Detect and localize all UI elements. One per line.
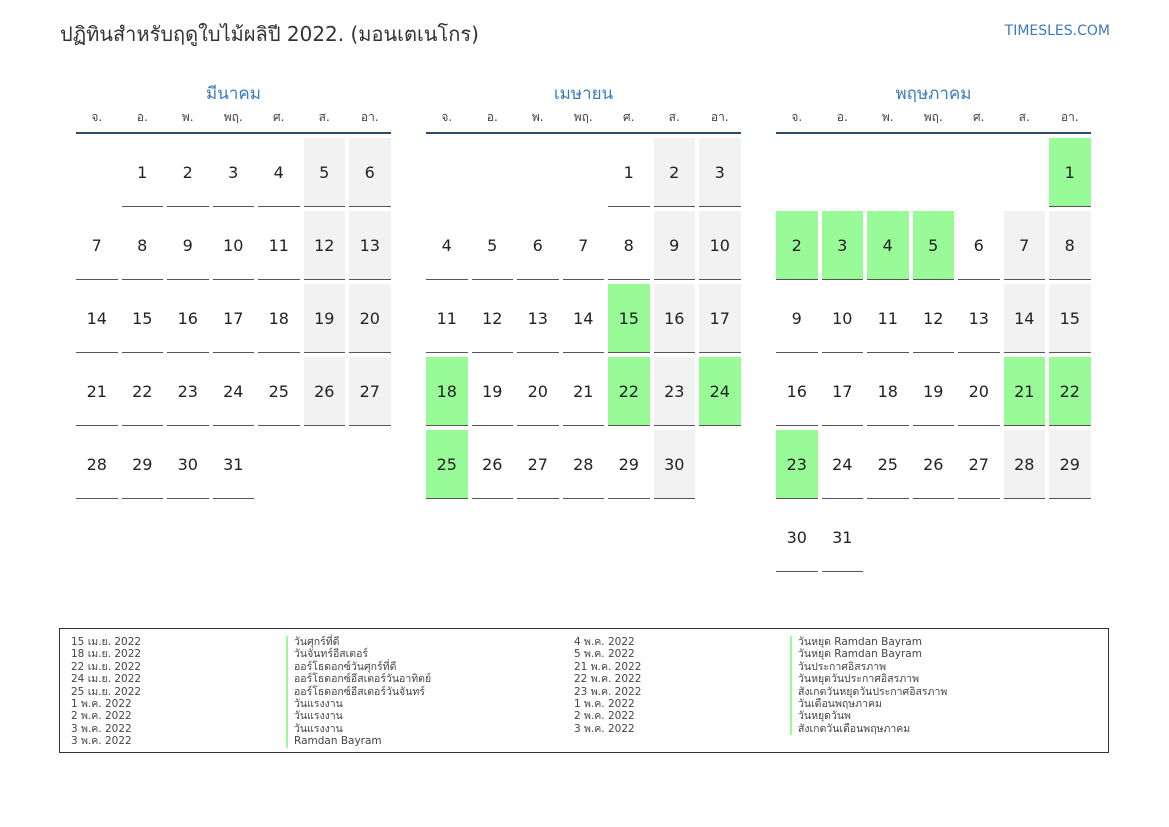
weekday-label: พฤ.	[223, 110, 243, 124]
weekday-label: จ.	[91, 110, 103, 124]
day-cell[interactable]: 26	[913, 430, 955, 499]
weekday-label: พฤ.	[923, 110, 943, 124]
weekday-label: จ.	[791, 110, 803, 124]
legend-holiday-name: วันหยุด Ramdan Bayram	[790, 648, 947, 660]
month-may	[776, 84, 1091, 572]
month-april	[426, 84, 741, 499]
day-cell[interactable]: 31	[822, 503, 864, 572]
legend-holiday-name: วันศุกร์ที่ดี	[286, 636, 431, 648]
empty-cell	[76, 138, 118, 207]
day-cell[interactable]: 19	[472, 357, 514, 426]
day-cell[interactable]: 25	[867, 430, 909, 499]
day-cell[interactable]: 28	[76, 430, 118, 499]
day-cell[interactable]: 26	[304, 357, 346, 426]
legend-holiday-name: วันจันทร์อีสเตอร์	[286, 648, 431, 660]
day-cell[interactable]: 9	[167, 211, 209, 280]
day-cell[interactable]: 8	[1049, 211, 1091, 280]
day-cell[interactable]: 2	[167, 138, 209, 207]
legend-date: 23 พ.ค. 2022	[574, 685, 642, 698]
day-cell[interactable]: 30	[776, 503, 818, 572]
legend-holiday-name: วันแรงงาน	[286, 723, 431, 735]
weekday-label: ส.	[1018, 110, 1030, 124]
day-cell[interactable]: 18	[258, 284, 300, 353]
empty-cell	[822, 138, 864, 207]
day-cell[interactable]: 8	[608, 211, 650, 280]
legend-date: 4 พ.ค. 2022	[574, 636, 635, 648]
day-cell[interactable]: 12	[472, 284, 514, 353]
day-cell[interactable]: 30	[167, 430, 209, 499]
day-cell[interactable]: 24	[213, 357, 255, 426]
site-link[interactable]: TIMESLES.COM	[1004, 23, 1110, 39]
weekday-label: อา.	[1060, 110, 1079, 124]
day-cell[interactable]: 27	[517, 430, 559, 499]
weekday-label: พฤ.	[573, 110, 593, 124]
legend-holiday-name: Ramdan Bayram	[286, 735, 431, 747]
day-grid	[76, 138, 391, 499]
legend-date: 3 พ.ค. 2022	[71, 722, 132, 735]
day-cell[interactable]: 9	[654, 211, 696, 280]
weekday-label: อ.	[836, 110, 848, 124]
day-cell[interactable]: 12	[304, 211, 346, 280]
day-cell[interactable]: 8	[122, 211, 164, 280]
day-cell[interactable]: 15	[122, 284, 164, 353]
day-cell[interactable]: 24	[699, 357, 741, 426]
day-cell[interactable]: 21	[76, 357, 118, 426]
legend-dates-right	[574, 636, 641, 735]
day-cell[interactable]: 9	[776, 284, 818, 353]
legend-holiday-name: สังเกตวันหยุดวันประกาศอิสรภาพ	[790, 686, 947, 698]
legend-date: 18 เม.ย. 2022	[71, 648, 142, 661]
day-cell[interactable]: 4	[867, 211, 909, 280]
day-cell[interactable]: 14	[1004, 284, 1046, 353]
day-cell[interactable]: 30	[654, 430, 696, 499]
day-cell[interactable]: 15	[608, 284, 650, 353]
legend-date: 22 พ.ค. 2022	[574, 673, 642, 686]
day-cell[interactable]: 3	[213, 138, 255, 207]
day-cell[interactable]: 16	[167, 284, 209, 353]
legend-holiday-name: วันหยุดวันพ	[790, 710, 947, 722]
weekday-label: ศ.	[273, 110, 285, 124]
legend-holiday-name: ออร์โธดอกซ์วันศุกร์ที่ดี	[286, 661, 431, 673]
legend-holiday-name: วันแรงงาน	[286, 698, 431, 710]
day-cell[interactable]: 6	[958, 211, 1000, 280]
legend-date: 22 เม.ย. 2022	[71, 660, 142, 673]
day-cell[interactable]: 14	[76, 284, 118, 353]
day-cell[interactable]: 28	[1004, 430, 1046, 499]
weekday-label: ส.	[668, 110, 680, 124]
legend-holiday-name: วันประกาศอิสรภาพ	[790, 661, 947, 673]
day-cell[interactable]: 26	[472, 430, 514, 499]
weekday-label: ศ.	[973, 110, 985, 124]
legend-date: 3 พ.ค. 2022	[574, 722, 635, 735]
legend-names-right	[790, 636, 947, 735]
empty-cell	[958, 138, 1000, 207]
day-cell[interactable]: 13	[958, 284, 1000, 353]
day-cell[interactable]: 7	[1004, 211, 1046, 280]
day-cell[interactable]: 21	[1004, 357, 1046, 426]
weekday-label: อ.	[136, 110, 148, 124]
legend-date: 15 เม.ย. 2022	[71, 636, 142, 648]
weekday-label: พ.	[881, 110, 894, 124]
legend-holiday-name: สังเกตวันเดือนพฤษภาคม	[790, 723, 947, 735]
legend-dates-left	[71, 636, 141, 748]
day-cell[interactable]: 20	[349, 284, 391, 353]
day-grid	[426, 138, 741, 499]
day-cell[interactable]: 2	[776, 211, 818, 280]
legend-holiday-name: ออร์โธดอกซ์อีสเตอร์วันอาทิตย์	[286, 673, 431, 685]
day-cell[interactable]: 29	[1049, 430, 1091, 499]
weekday-label: อา.	[710, 110, 729, 124]
day-cell[interactable]: 11	[258, 211, 300, 280]
day-cell[interactable]: 3	[822, 211, 864, 280]
day-cell[interactable]: 19	[304, 284, 346, 353]
day-cell[interactable]: 2	[654, 138, 696, 207]
day-cell[interactable]: 24	[822, 430, 864, 499]
day-cell[interactable]: 27	[958, 430, 1000, 499]
month-name: มีนาคม	[206, 84, 261, 104]
day-cell[interactable]: 23	[776, 430, 818, 499]
legend-holiday-name: วันหยุดวันประกาศอิสรภาพ	[790, 673, 947, 685]
month-name: เมษายน	[553, 84, 614, 104]
weekday-label: ศ.	[623, 110, 635, 124]
day-cell[interactable]: 1	[1049, 138, 1091, 207]
day-cell[interactable]: 22	[122, 357, 164, 426]
legend-date: 2 พ.ค. 2022	[574, 710, 635, 723]
day-cell[interactable]: 17	[699, 284, 741, 353]
day-cell[interactable]: 16	[776, 357, 818, 426]
legend-date: 25 เม.ย. 2022	[71, 685, 142, 698]
weekday-header	[76, 108, 391, 134]
day-cell[interactable]: 25	[258, 357, 300, 426]
day-cell[interactable]: 21	[563, 357, 605, 426]
weekday-label: อ.	[486, 110, 498, 124]
month-name: พฤษภาคม	[895, 84, 972, 104]
legend-holiday-name: วันแรงงาน	[286, 710, 431, 722]
day-cell[interactable]: 22	[1049, 357, 1091, 426]
day-cell[interactable]: 11	[426, 284, 468, 353]
legend-holiday-name: ออร์โธดอกซ์อีสเตอร์วันจันทร์	[286, 686, 431, 698]
empty-cell	[1004, 138, 1046, 207]
day-cell[interactable]: 29	[608, 430, 650, 499]
day-cell[interactable]: 6	[517, 211, 559, 280]
day-cell[interactable]: 20	[958, 357, 1000, 426]
empty-cell	[472, 138, 514, 207]
day-cell[interactable]: 25	[426, 430, 468, 499]
day-cell[interactable]: 27	[349, 357, 391, 426]
day-cell[interactable]: 10	[699, 211, 741, 280]
day-cell[interactable]: 14	[563, 284, 605, 353]
weekday-header	[776, 108, 1091, 134]
day-cell[interactable]: 11	[867, 284, 909, 353]
empty-cell	[867, 138, 909, 207]
day-cell[interactable]: 1	[608, 138, 650, 207]
day-cell[interactable]: 22	[608, 357, 650, 426]
weekday-label: ส.	[318, 110, 330, 124]
empty-cell	[776, 138, 818, 207]
legend-names-left	[286, 636, 431, 748]
day-cell[interactable]: 5	[472, 211, 514, 280]
legend-date: 2 พ.ค. 2022	[71, 710, 132, 723]
weekday-header	[426, 108, 741, 134]
empty-cell	[563, 138, 605, 207]
day-cell[interactable]: 28	[563, 430, 605, 499]
holiday-legend	[59, 628, 1109, 753]
day-cell[interactable]: 1	[122, 138, 164, 207]
day-cell[interactable]: 18	[867, 357, 909, 426]
weekday-label: พ.	[181, 110, 194, 124]
empty-cell	[517, 138, 559, 207]
page-title: ปฏิทินสำหรับฤดูใบไม้ผลิปี 2022. (มอนเตเนโกร)	[60, 22, 479, 46]
day-cell[interactable]: 29	[122, 430, 164, 499]
day-cell[interactable]: 7	[76, 211, 118, 280]
legend-date: 21 พ.ค. 2022	[574, 660, 642, 673]
day-cell[interactable]: 20	[517, 357, 559, 426]
legend-date: 3 พ.ค. 2022	[71, 735, 132, 748]
day-cell[interactable]: 23	[167, 357, 209, 426]
day-cell[interactable]: 10	[822, 284, 864, 353]
day-cell[interactable]: 10	[213, 211, 255, 280]
legend-date: 5 พ.ค. 2022	[574, 648, 635, 661]
day-cell[interactable]: 5	[304, 138, 346, 207]
day-cell[interactable]: 17	[213, 284, 255, 353]
day-cell[interactable]: 5	[913, 211, 955, 280]
weekday-label: จ.	[441, 110, 453, 124]
day-cell[interactable]: 13	[349, 211, 391, 280]
empty-cell	[913, 138, 955, 207]
day-cell[interactable]: 31	[213, 430, 255, 499]
legend-holiday-name: วันเดือนพฤษภาคม	[790, 698, 947, 710]
day-cell[interactable]: 18	[426, 357, 468, 426]
day-cell[interactable]: 6	[349, 138, 391, 207]
day-cell[interactable]: 12	[913, 284, 955, 353]
day-cell[interactable]: 13	[517, 284, 559, 353]
day-cell[interactable]: 15	[1049, 284, 1091, 353]
weekday-label: อา.	[360, 110, 379, 124]
day-grid	[776, 138, 1091, 572]
day-cell[interactable]: 17	[822, 357, 864, 426]
month-march	[76, 84, 391, 499]
weekday-label: พ.	[531, 110, 544, 124]
day-cell[interactable]: 4	[258, 138, 300, 207]
legend-holiday-name: วันหยุด Ramdan Bayram	[790, 636, 947, 648]
legend-date: 1 พ.ค. 2022	[71, 697, 132, 710]
day-cell[interactable]: 16	[654, 284, 696, 353]
day-cell[interactable]: 23	[654, 357, 696, 426]
day-cell[interactable]: 19	[913, 357, 955, 426]
legend-date: 1 พ.ค. 2022	[574, 697, 635, 710]
day-cell[interactable]: 3	[699, 138, 741, 207]
empty-cell	[426, 138, 468, 207]
legend-date: 24 เม.ย. 2022	[71, 673, 142, 686]
day-cell[interactable]: 7	[563, 211, 605, 280]
day-cell[interactable]: 4	[426, 211, 468, 280]
